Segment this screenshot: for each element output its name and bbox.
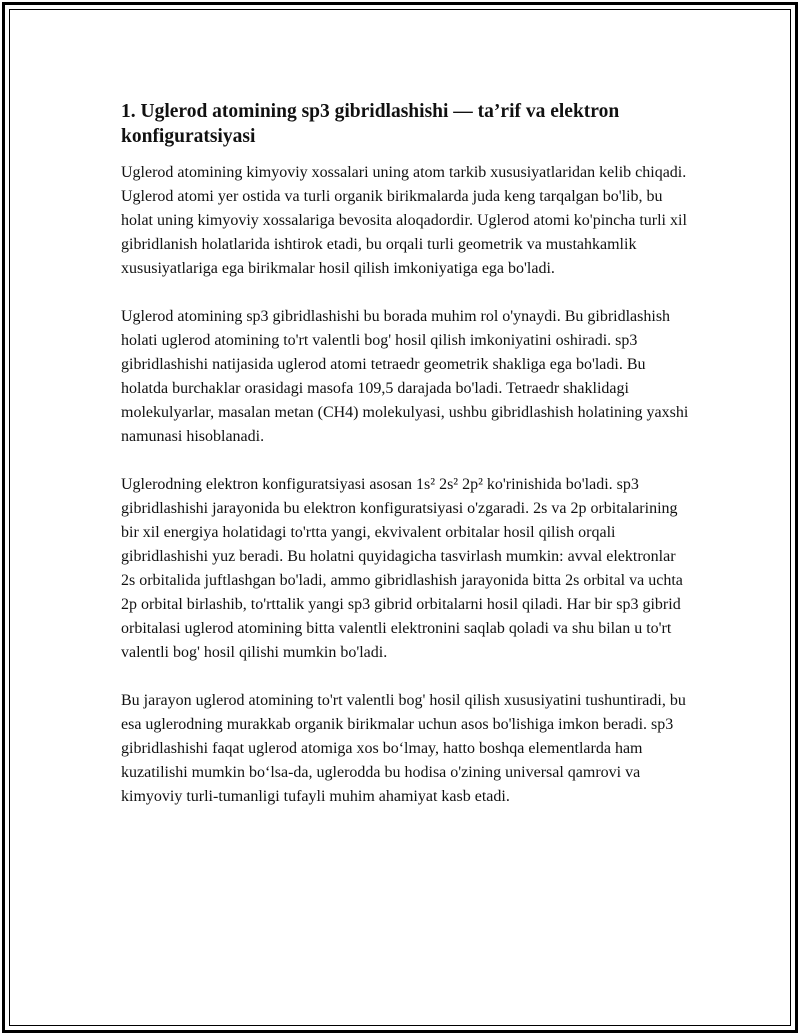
paragraph-3: Uglerodning elektron konfiguratsiyasi asosan 1s² 2s² 2p² ko'rinishida bo'ladi. sp3 gibridlashishi jarayonida bu elektron konfiguratsiyasi o'zgaradi. 2s va 2p orbitalarining bir xil energiya holatidagi to'rtta yangi, ekvivalent orbitalar hosil qilish orqali gibridlashishi yuz beradi. Bu holatni quyidagicha tasvirlash mumkin: avval elektronlar 2s orbitalida juftlashgan bo'ladi, ammo gibridlashish jarayonida bitta 2s orbital va uchta 2p orbital birlashib, to'rttalik yangi sp3 gibrid orbitalarni hosil qiladi. Har bir sp3 gibrid orbitalasi uglerod atomining bitta valentli elektronini saqlab qoladi va shu bilan u to'rt valentli bog' hosil qilishi mumkin bo'ladi. <box>121 476 683 661</box>
page-frame <box>2 2 798 1033</box>
paragraph-1: Uglerod atomining kimyoviy xossalari uning atom tarkib xususiyatlaridan kelib chiqadi. Uglerod atomi yer ostida va turli organik birikmalarda juda keng tarqalgan bo'lib, bu holat uning kimyoviy xossalariga bevosita aloqadordir. Uglerod atomi ko'pincha turli xil gibridlanish holatlarida ishtirok etadi, bu orqali turli geometrik va mustahkamlik xususiyatlariga ega birikmalar hosil qilish imkoniyatiga ega bo'ladi. <box>121 164 687 277</box>
section-heading: 1. Uglerod atomining sp3 gibridlashishi — ta’rif va elektron konfiguratsiyasi <box>121 101 620 147</box>
document-body <box>121 99 691 833</box>
paragraph-4: Bu jarayon uglerod atomining to'rt valentli bog' hosil qilish xususiyatini tushuntiradi, bu esa uglerodning murakkab organik birikmalar uchun asos bo'lishiga imkon beradi. sp3 gibridlashishi faqat uglerod atomiga xos bo‘lmay, hatto boshqa elementlarda ham kuzatilishi mumkin bo‘lsa-da, uglerodda bu hodisa o'zining universal qamrovi va kimyoviy turli-tumanligi tufayli muhim ahamiyat kasb etadi. <box>121 692 686 805</box>
paragraph-2: Uglerod atomining sp3 gibridlashishi bu borada muhim rol o'ynaydi. Bu gibridlashish holati uglerod atomining to'rt valentli bog' hosil qilish imkoniyatini oshiradi. sp3 gibridlashishi natijasida uglerod atomi tetraedr geometrik shakliga ega bo'ladi. Bu holatda burchaklar orasidagi masofa 109,5 darajada bo'ladi. Tetraedr shaklidagi molekulyarlar, masalan metan (CH4) molekulyasi, ushbu gibridlashish holatining yaxshi namunasi hisoblanadi. <box>121 308 689 445</box>
